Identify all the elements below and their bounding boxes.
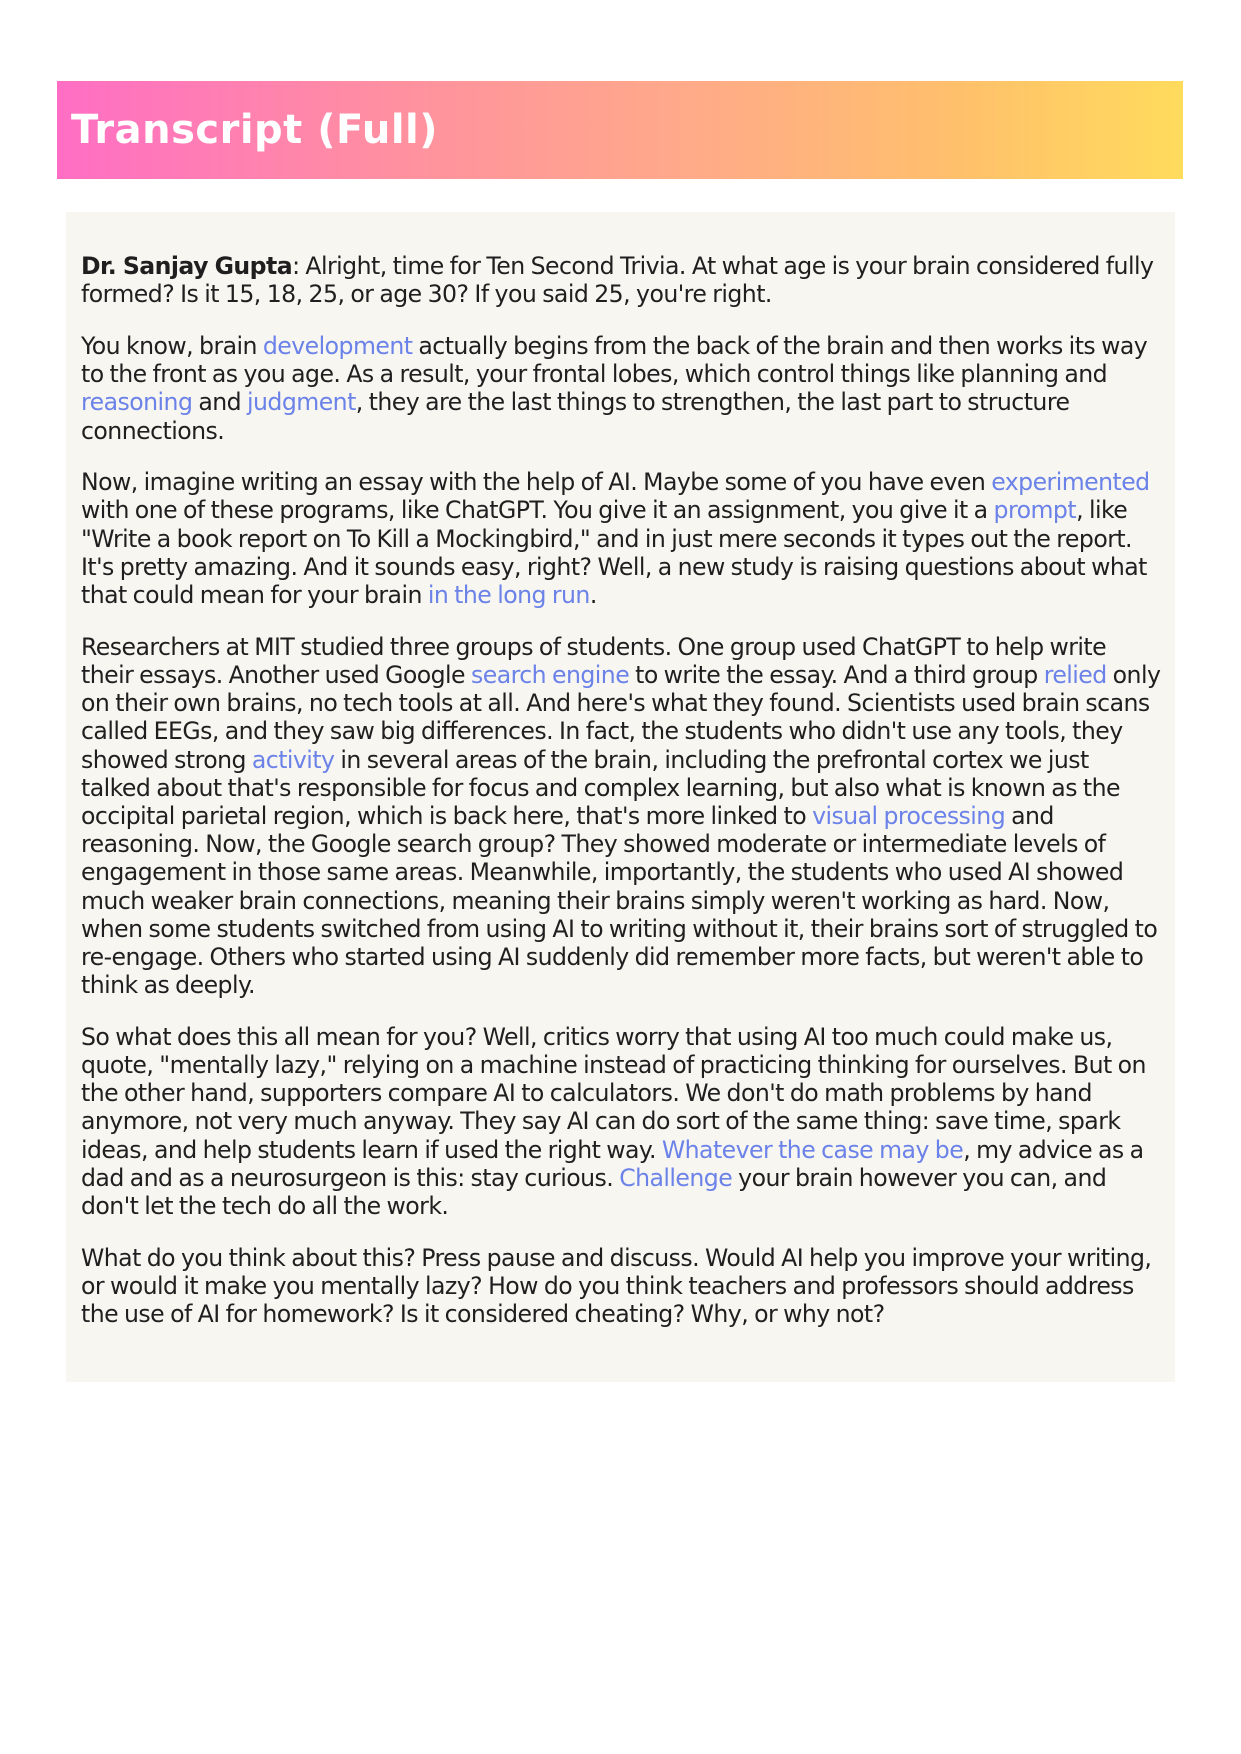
- speaker-name: Dr. Sanjay Gupta: [81, 252, 293, 280]
- transcript-paragraph-4: [81, 633, 1161, 1000]
- paragraph-text: : Alright, time for Ten Second Trivia. At what age is your brain considered fully formed? Is it 15, 18, 25, or age 30? If you said 25, you're right.: [81, 252, 1154, 309]
- transcript-paragraph-5: [81, 1023, 1161, 1220]
- vocab-link-challenge[interactable]: Challenge: [619, 1163, 733, 1192]
- page-title: Transcript (Full): [71, 107, 439, 153]
- paragraph-text: , like "Write a book report on To Kill a Mockingbird," and in just mere seconds it types out the report. It's pretty amazing. And it sounds easy, right? Well, a new study is raising questions about what that could mean for your brain: [81, 496, 1147, 610]
- vocab-link-reasoning[interactable]: reasoning: [81, 388, 193, 417]
- vocab-link-search-engine[interactable]: search engine: [470, 660, 630, 689]
- paragraph-text: You know, brain: [81, 331, 263, 360]
- paragraph-text: , my advice as a dad and as a neurosurgeon is this: stay curious.: [81, 1135, 1144, 1192]
- paragraph-text: .: [589, 581, 597, 610]
- vocab-link-experimented[interactable]: experimented: [991, 468, 1150, 497]
- transcript-paragraph-6: [81, 1244, 1161, 1329]
- paragraph-text: and: [192, 388, 248, 417]
- title-banner: [57, 81, 1183, 179]
- paragraph-text: only on their own brains, no tech tools at all. And here's what they found. Scientists used brain scans called EEGs, and they saw big differences. In fact, the students who didn't use any tools, they showed strong: [81, 660, 1161, 774]
- vocab-link-development[interactable]: development: [262, 331, 413, 360]
- paragraph-text: with one of these programs, like ChatGPT. You give it an assignment, you give it a: [81, 496, 994, 525]
- paragraph-text: your brain however you can, and don't let the tech do all the work.: [81, 1163, 1107, 1221]
- paragraph-text: Now, imagine writing an essay with the help of AI. Maybe some of you have even: [81, 468, 992, 497]
- paragraph-text: So what does this all mean for you? Well, critics worry that using AI too much could make us, quote, "mentally lazy," relying on a machine instead of practicing thinking for ourselves. But on the other hand, supporters compare AI to calculators. We don't do math problems by hand anymore, not very much anyway. They say AI can do sort of the same thing: save time, spark ideas, and help students learn if used the right way.: [81, 1022, 1146, 1164]
- vocab-link-in-the-long-run[interactable]: in the long run: [427, 581, 590, 610]
- paragraph-text: , they are the last things to strengthen, the last part to structure connections.: [81, 388, 1070, 445]
- vocab-link-relied[interactable]: relied: [1043, 660, 1107, 689]
- transcript-paragraph-2: [81, 332, 1161, 445]
- vocab-link-visual-processing[interactable]: visual processing: [812, 801, 1006, 830]
- paragraph-text: in several areas of the brain, including the prefrontal cortex we just talked about that's responsible for focus and complex learning, but also what is known as the occipital parietal region, which is back here, that's more linked to: [81, 745, 1120, 830]
- paragraph-text: What do you think about this? Press pause and discuss. Would AI help you improve your writing, or would it make you mentally lazy? How do you think teachers and professors should address the use of AI for homework? Is it considered cheating? Why, or why not?: [81, 1243, 1152, 1329]
- transcript-paragraph-1: [81, 252, 1161, 308]
- vocab-link-activity[interactable]: activity: [251, 745, 335, 774]
- paragraph-text: and reasoning. Now, the Google search group? They showed moderate or intermediate levels of engagement in those same areas. Meanwhile, importantly, the students who used AI showed much weaker brain connections, meaning their brains simply weren't working as hard. Now, when some students switched from using AI to writing without it, their brains sort of struggled to re-engage. Others who started using AI suddenly did remember more facts, but weren't able to think as deeply.: [81, 801, 1158, 1000]
- vocab-link-judgment[interactable]: judgment: [247, 388, 356, 417]
- paragraph-text: actually begins from the back of the brain and then works its way to the front as you age. As a result, your frontal lobes, which control things like planning and: [81, 331, 1148, 389]
- paragraph-text: Researchers at MIT studied three groups of students. One group used ChatGPT to help write their essays. Another used Google: [81, 632, 1107, 689]
- paragraph-text: to write the essay. And a third group: [629, 660, 1044, 689]
- vocab-link-whatever-the-case-may-be[interactable]: Whatever the case may be: [661, 1135, 964, 1164]
- vocab-link-prompt[interactable]: prompt: [993, 496, 1077, 525]
- transcript-panel: [66, 212, 1175, 1382]
- transcript-paragraph-3: [81, 468, 1161, 609]
